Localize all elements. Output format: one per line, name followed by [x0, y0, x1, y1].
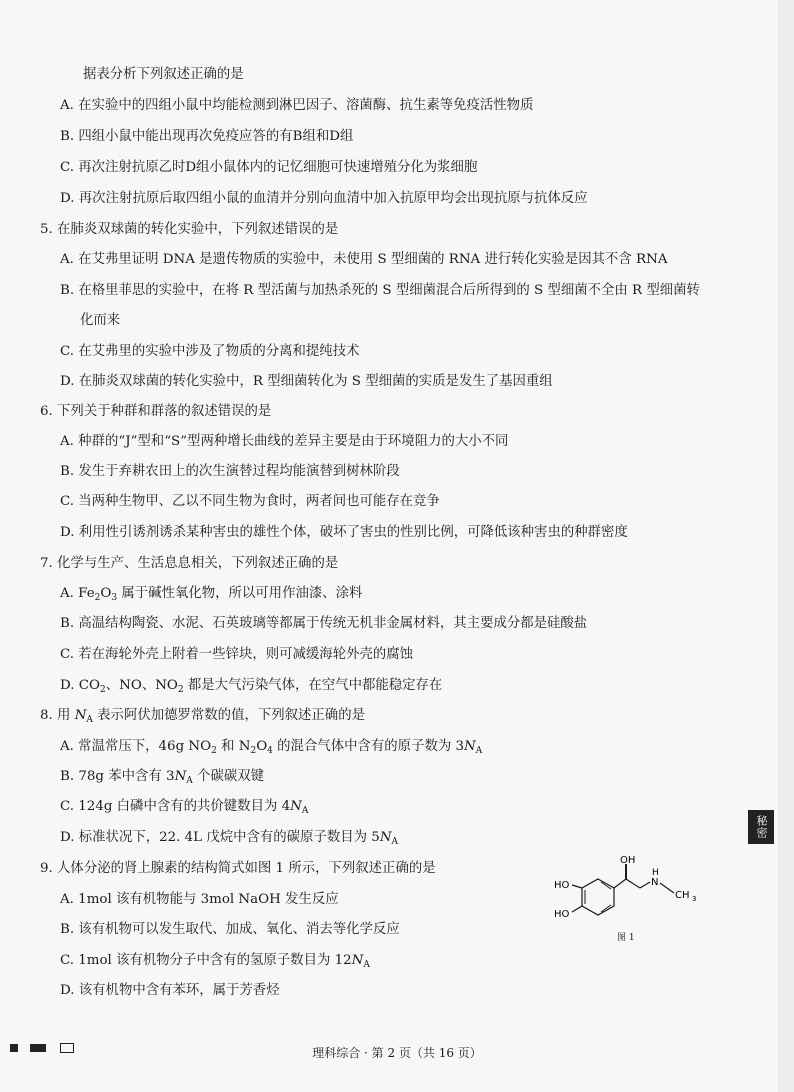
q5-option-a: A. 在艾弗里证明 DNA 是遗传物质的实验中，未使用 S 型细菌的 RNA 进行转化实验是因其不含 RNA: [60, 252, 668, 267]
q9-option-d: D. 该有机物中含有苯环，属于芳香烃: [60, 983, 280, 998]
page-edge-shadow: [778, 0, 794, 1092]
q6-option-b: B. 发生于弃耕农田上的次生演替过程均能演替到树林阶段: [60, 464, 400, 479]
n-ch3-bond: [660, 883, 674, 893]
q6-option-c: C. 当两种生物甲、乙以不同生物为食时，两者间也可能存在竞争: [60, 494, 440, 509]
q8-stem: 8. 用 $N_A$ 表示阿伏加德罗常数的值，下列叙述正确的是: [40, 708, 365, 725]
q7-option-b: B. 高温结构陶瓷、水泥、石英玻璃等都属于传统无机非金属材料，其主要成分都是硅酸盐: [60, 616, 588, 631]
q4-option-c: C. 再次注射抗原乙时D组小鼠体内的记忆细胞可快速增殖分化为浆细胞: [60, 160, 478, 175]
q7-option-a: A. $Fe_2O_3$ 属于碱性氧化物，所以可用作油漆、涂料: [60, 586, 363, 603]
q4-option-b: B. 四组小鼠中能出现再次免疫应答的有B组和D组: [60, 129, 354, 144]
side-chain-bond-3: [640, 882, 650, 888]
q8-option-a: A. 常温常压下，46g $NO_2$ 和 $N_2O_4$ 的混合气体中含有的原子数为 $3N_A$: [60, 739, 483, 756]
q8-option-d: D. 标准状况下，22. 4L 戊烷中含有的碳原子数目为 $5N_A$: [60, 830, 399, 847]
q6-stem: 6. 下列关于种群和群落的叙述错误的是: [40, 404, 272, 419]
ho-label-1: HO: [554, 880, 570, 891]
side-chain-bond-1: [614, 879, 626, 888]
nh-h-label: H: [652, 868, 659, 878]
ho-label-2: HO: [554, 909, 570, 920]
q9-option-a: A. 1mol 该有机物能与 3mol NaOH 发生反应: [60, 892, 339, 907]
q7-option-d: D. $CO_2$、NO、$NO_2$ 都是大气污染气体，在空气中都能稳定存在: [60, 678, 443, 695]
q8-option-c: C. 124g 白磷中含有的共价键数目为 $4N_A$: [60, 799, 309, 816]
q5-option-b: B. 在格里菲思的实验中，在将 R 型活菌与加热杀死的 S 型细菌混合后所得到的 S 型细菌不全由 R 型细菌转: [60, 283, 700, 298]
confidential-tab: 秘密: [748, 810, 774, 844]
n-label: N: [651, 877, 659, 888]
q5-option-d: D. 在肺炎双球菌的转化实验中，R 型细菌转化为 S 型细菌的实质是发生了基因重组: [60, 374, 553, 389]
ho-bond-2: [572, 906, 582, 912]
oh-label: OH: [620, 855, 636, 866]
q4-stem-tail: 据表分析下列叙述正确的是: [83, 67, 244, 82]
q9-option-b: B. 该有机物可以发生取代、加成、氧化、消去等化学反应: [60, 922, 400, 937]
ch3-label: CH: [675, 890, 690, 901]
q5-stem: 5. 在肺炎双球菌的转化实验中，下列叙述错误的是: [40, 222, 339, 237]
q5-option-c: C. 在艾弗里的实验中涉及了物质的分离和提纯技术: [60, 344, 360, 359]
q9-stem: 9. 人体分泌的肾上腺素的结构简式如图 1 所示，下列叙述正确的是: [40, 861, 436, 876]
q9-option-c: C. 1mol 该有机物分子中含有的氢原子数目为 $12N_A$: [60, 953, 370, 970]
side-chain-bond-2: [626, 879, 640, 888]
q6-option-d: D. 利用性引诱剂诱杀某种害虫的雄性个体，破坏了害虫的性别比例，可降低该种害虫的种群密度: [60, 525, 628, 540]
q8-option-b: B. 78g 苯中含有 $3N_A$ 个碳碳双键: [60, 769, 264, 786]
q6-option-a: A. 种群的“J”型和“S”型两种增长曲线的差异主要是由于环境阻力的大小不同: [60, 434, 509, 449]
benzene-ring: [582, 879, 614, 915]
ho-bond-1: [572, 885, 582, 888]
page-footer: 理科综合 · 第 2 页（共 16 页）: [312, 1046, 482, 1060]
q5-option-b-cont: 化而来: [80, 313, 121, 328]
q4-option-a: A. 在实验中的四组小鼠中均能检测到淋巴因子、溶菌酶、抗生素等免疫活性物质: [60, 98, 534, 113]
figure-caption: 图 1: [617, 933, 635, 943]
q7-stem: 7. 化学与生产、生活息息相关，下列叙述正确的是: [40, 556, 339, 571]
q4-option-d: D. 再次注射抗原后取四组小鼠的血清并分别向血清中加入抗原甲均会出现抗原与抗体反应: [60, 191, 588, 206]
ch3-subscript: 3: [692, 895, 697, 903]
q7-option-c: C. 若在海轮外壳上附着一些锌块，则可减缓海轮外壳的腐蚀: [60, 647, 414, 662]
